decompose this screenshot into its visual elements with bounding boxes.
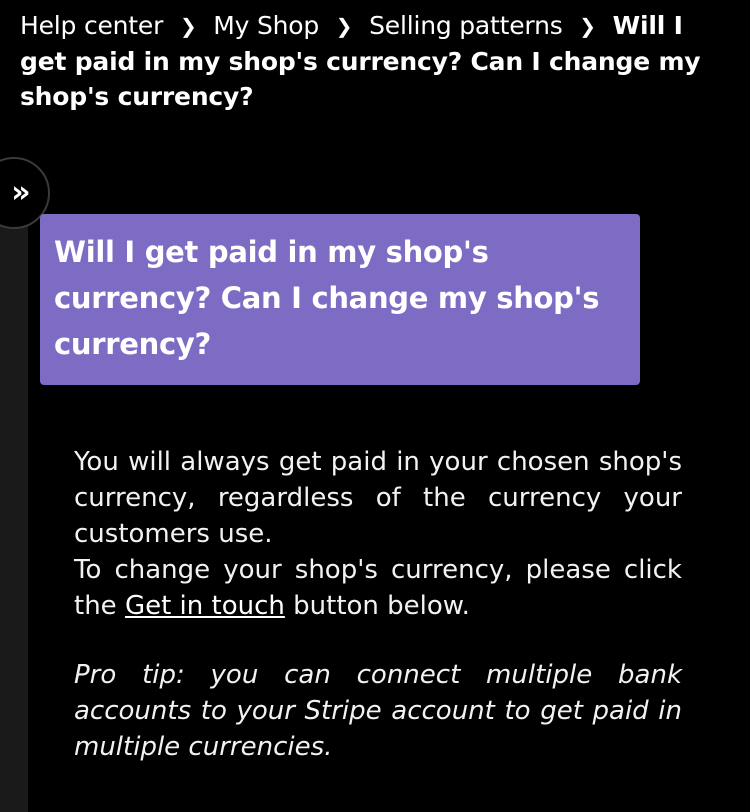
double-chevron-right-icon: » <box>11 175 31 210</box>
article-pro-tip: Pro tip: you can connect multiple bank accounts to your Stripe account to get paid in multiple currencies. <box>74 660 682 763</box>
article-paragraph-1: You will always get paid in your chosen shop's currency, regardless of the currency your customers use. <box>74 447 682 549</box>
chevron-right-icon: ❯ <box>579 14 596 38</box>
breadcrumb-item-selling-patterns[interactable]: Selling patterns <box>369 11 563 40</box>
article-paragraph-2 <box>74 553 682 625</box>
page-title: Will I get paid in my shop's currency? Can I change my shop's currency? <box>54 235 600 361</box>
paragraph-2-text-before: To change your shop's currency, please click the <box>74 554 682 621</box>
article-content <box>0 150 750 812</box>
breadcrumb-item-current: Will I get paid in my shop's currency? Can I change my shop's currency? <box>20 11 701 111</box>
get-in-touch-link[interactable]: Get in touch <box>124 590 285 621</box>
breadcrumb <box>0 0 750 115</box>
article-body <box>74 445 682 766</box>
chevron-right-icon: ❯ <box>335 14 353 38</box>
paragraph-2-text-after: button below. <box>284 590 470 621</box>
article-title-card <box>40 214 640 385</box>
chevron-right-icon: ❯ <box>179 14 197 38</box>
breadcrumb-item-my-shop[interactable]: My Shop <box>213 11 320 40</box>
breadcrumb-item-help-center[interactable]: Help center <box>20 11 164 40</box>
